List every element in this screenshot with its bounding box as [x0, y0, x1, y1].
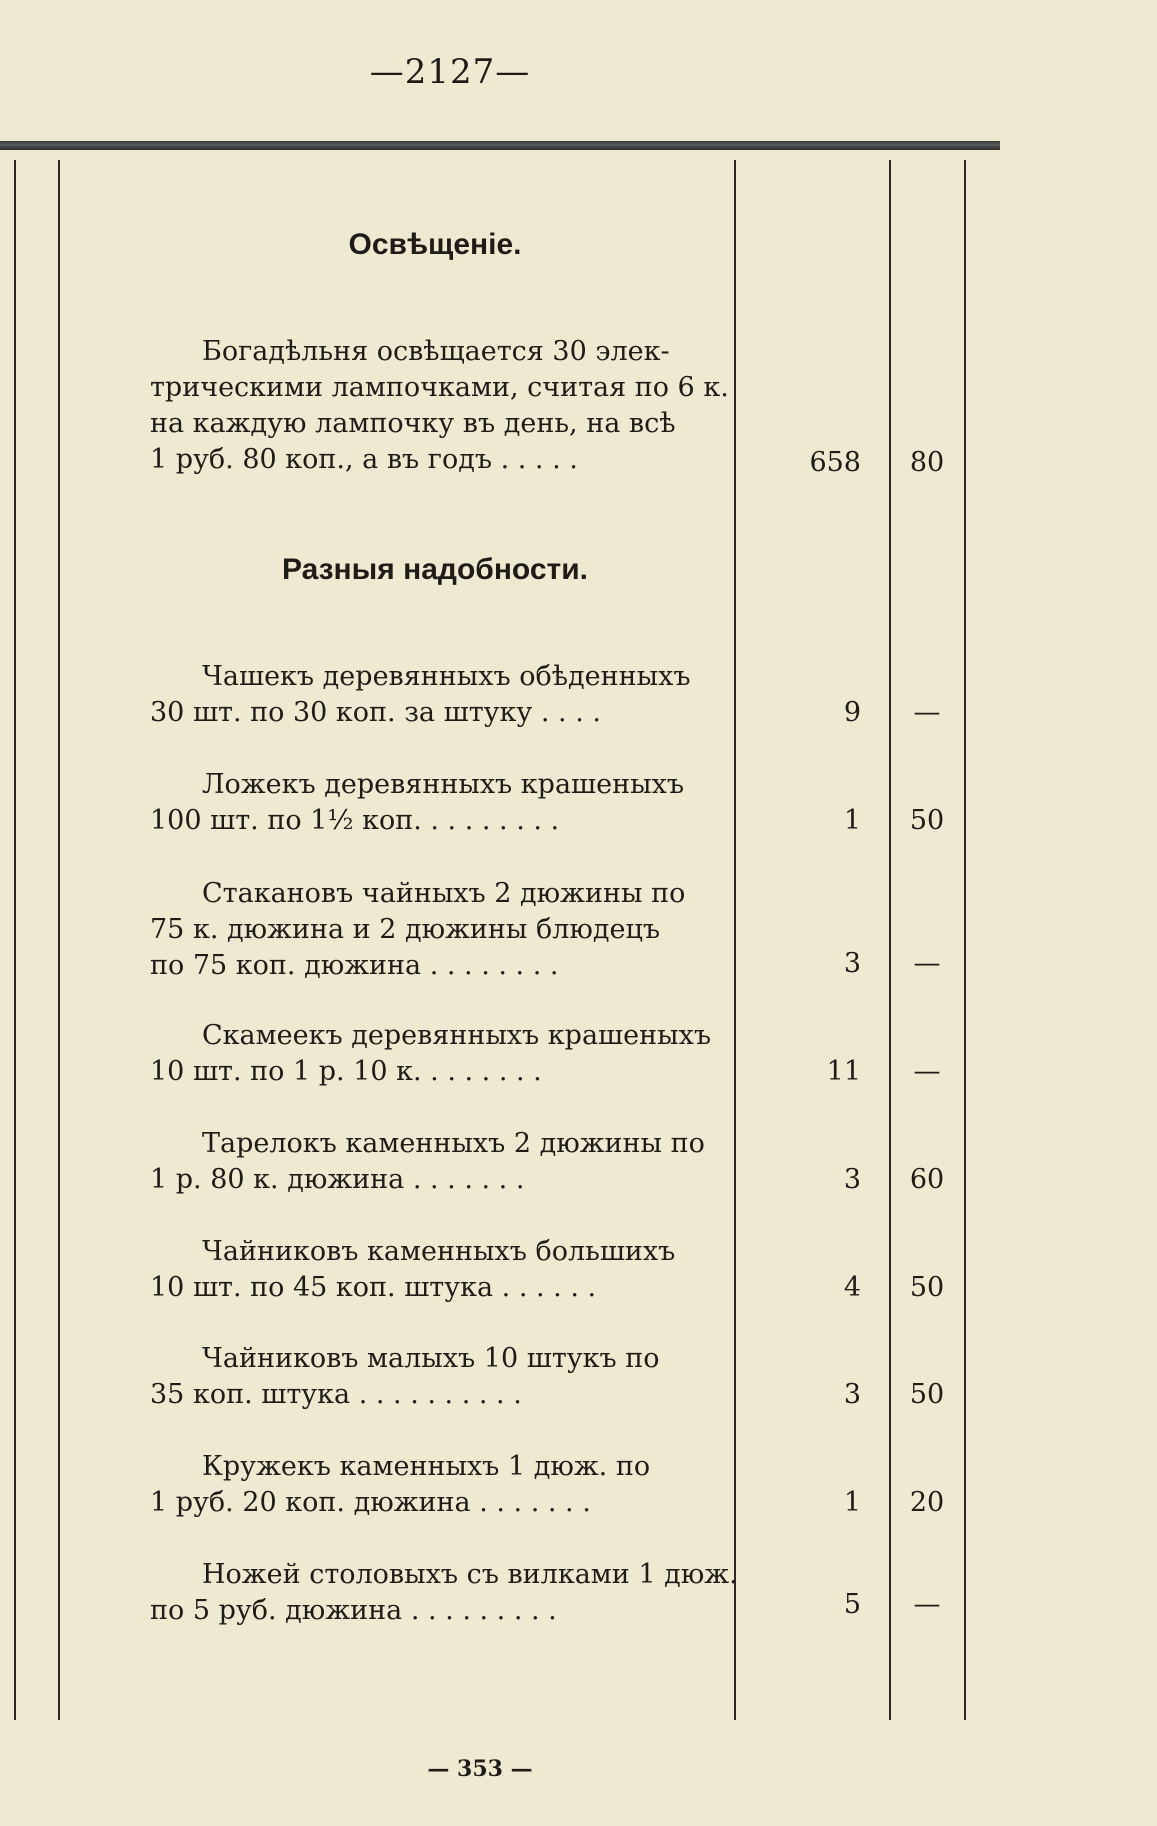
amount-kopecks: 60 — [909, 1164, 945, 1195]
top-rule — [0, 141, 1000, 150]
ledger-entry — [150, 1557, 738, 1629]
ledger-entry — [150, 1234, 700, 1306]
column-rule — [889, 160, 891, 1720]
entry-line: 10 шт. по 1 р. 10 к. . . . . . . . — [150, 1056, 542, 1087]
amount-rubles: 11 — [826, 1056, 861, 1087]
entry-line: Ложекъ деревянныхъ крашеныхъ — [202, 769, 685, 800]
column-rule — [734, 160, 736, 1720]
column-rule — [964, 160, 966, 1720]
amount-kopecks: — — [913, 697, 941, 728]
entry-line: трическими лампочками, считая по 6 к. — [150, 372, 729, 403]
ledger-entry — [150, 1018, 712, 1090]
entry-line: 35 коп. штука . . . . . . . . . . — [150, 1379, 522, 1410]
entry-line: 75 к. дюжина и 2 дюжины блюдецъ — [150, 914, 661, 945]
amount-rubles: 5 — [843, 1589, 861, 1620]
amount-kopecks: 80 — [909, 447, 945, 478]
entry-line: Скамеекъ деревянныхъ крашеныхъ — [202, 1020, 712, 1051]
amount-kopecks: 50 — [909, 1379, 945, 1410]
footer-page-number: — 353 — — [427, 1756, 533, 1782]
entry-line: Тарелокъ каменныхъ 2 дюжины по — [202, 1128, 705, 1159]
ledger-entry — [150, 767, 700, 839]
amount-kopecks: 20 — [909, 1487, 945, 1518]
entry-line: Кружекъ каменныхъ 1 дюж. по — [202, 1451, 651, 1482]
column-rule — [58, 160, 60, 1720]
entry-line: по 5 руб. дюжина . . . . . . . . . — [150, 1595, 557, 1626]
section-heading-misc: Разныя надобности. — [281, 553, 589, 586]
entry-line: Ножей столовыхъ съ вилками 1 дюж. — [202, 1559, 738, 1590]
ledger-entry — [150, 1341, 700, 1413]
amount-rubles: 658 — [809, 447, 861, 478]
entry-line: Стакановъ чайныхъ 2 дюжины по — [202, 878, 686, 909]
entry-line: Чашекъ деревянныхъ обѣденныхъ — [202, 661, 691, 692]
amount-kopecks: 50 — [909, 805, 945, 836]
ledger-entry — [150, 1126, 705, 1198]
ledger-entry — [150, 334, 729, 478]
entry-line: 1 р. 80 к. дюжина . . . . . . . — [150, 1164, 525, 1195]
entry-line: на каждую лампочку въ день, на всѣ — [150, 408, 676, 439]
amount-rubles: 9 — [843, 697, 861, 728]
amount-rubles: 4 — [843, 1272, 861, 1303]
amount-rubles: 1 — [843, 805, 861, 836]
amount-kopecks: — — [913, 948, 941, 979]
entry-line: 30 шт. по 30 коп. за штуку . . . . — [150, 697, 601, 728]
entry-line: Чайниковъ каменныхъ большихъ — [202, 1236, 676, 1267]
page-number: —2127— — [369, 52, 531, 92]
entry-line: Чайниковъ малыхъ 10 штукъ по — [202, 1343, 660, 1374]
entry-line: 1 руб. 20 коп. дюжина . . . . . . . — [150, 1487, 591, 1518]
amount-rubles: 3 — [843, 1164, 861, 1195]
entry-line: Богадѣльня освѣщается 30 элек- — [202, 336, 670, 367]
entry-line: 10 шт. по 45 коп. штука . . . . . . — [150, 1272, 597, 1303]
amount-kopecks: — — [913, 1056, 941, 1087]
entry-line: по 75 коп. дюжина . . . . . . . . — [150, 950, 559, 981]
amount-kopecks: — — [913, 1589, 941, 1620]
entry-line: 100 шт. по 1½ коп. . . . . . . . . — [150, 805, 560, 836]
ledger-entry — [150, 659, 700, 731]
ledger-entry — [150, 876, 700, 984]
amount-rubles: 3 — [843, 1379, 861, 1410]
amount-kopecks: 50 — [909, 1272, 945, 1303]
section-heading-lighting: Освѣщеніе. — [348, 228, 522, 261]
entry-line: 1 руб. 80 коп., а въ годъ . . . . . — [150, 444, 578, 475]
ledger-entry — [150, 1449, 700, 1521]
amount-rubles: 3 — [843, 948, 861, 979]
amount-rubles: 1 — [843, 1487, 861, 1518]
column-rule — [14, 160, 16, 1720]
